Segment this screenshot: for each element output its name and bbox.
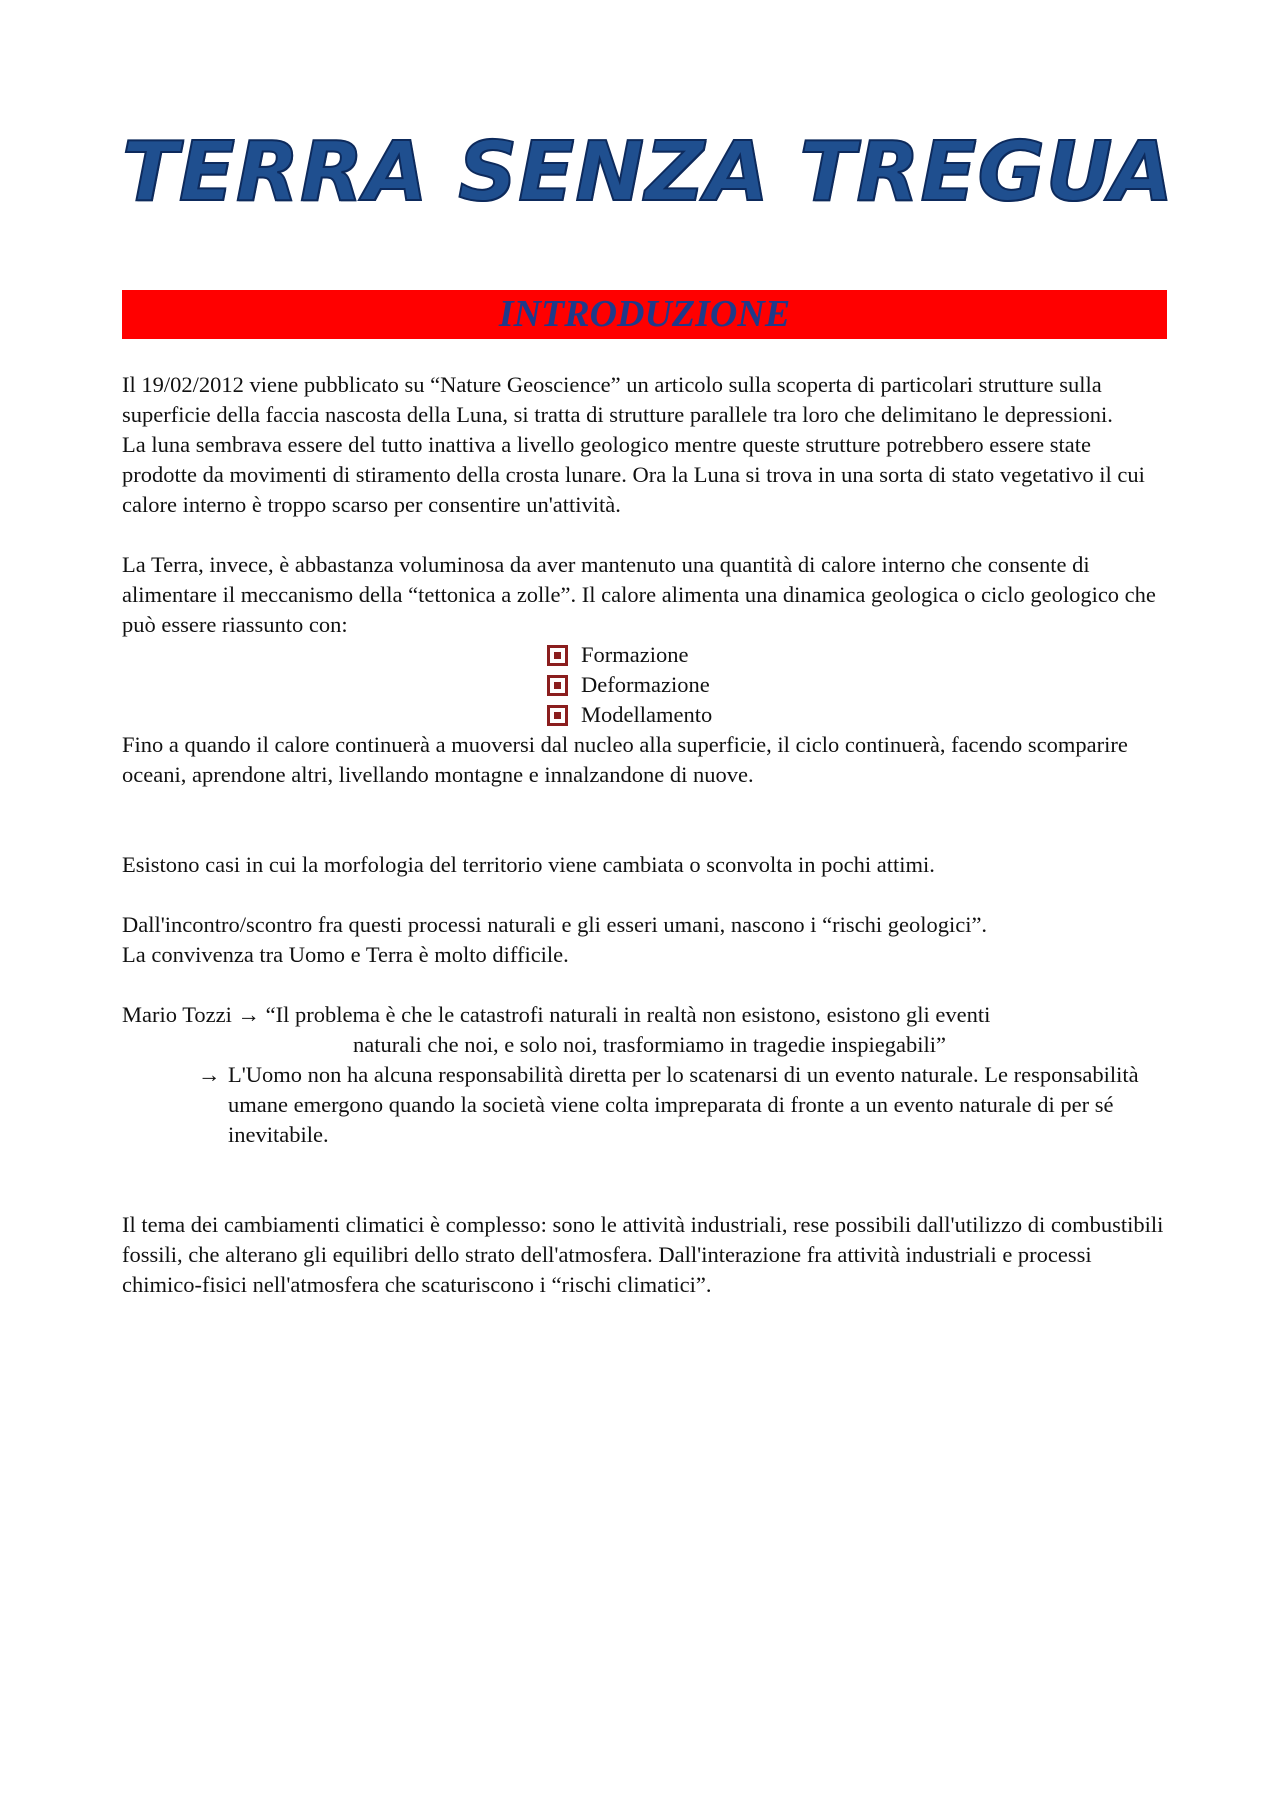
document-body [122,370,1167,1300]
paragraph-moon-discovery: Il 19/02/2012 viene pubblicato su “Nature Geoscience” un articolo sulla scoperta di particolari strutture sulla superficie della faccia nascosta della Luna, si tratta di strutture parallele tra loro che delimitano le depressioni. [122,372,1113,427]
list-item-label: Modellamento [581,702,713,727]
list-item [547,670,1167,700]
square-bullet-icon [547,705,568,726]
paragraph-moon-inactive: La luna sembrava essere del tutto inattiva a livello geologico mentre queste strutture potrebbero essere state prodotte da movimenti di stiramento della crosta lunare. Ora la Luna si trova in una sorta di stato vegetativo il cui calore interno è troppo scarso per consentire un'attività. [122,432,1145,517]
quote-line-continued: naturali che noi, e solo noi, trasformiamo in tragedie inspiegabili” [353,1032,946,1057]
square-bullet-icon [547,645,568,666]
section-heading: INTRODUZIONE [498,293,791,335]
list-item [547,640,1167,670]
paragraph-coexistence: La convivenza tra Uomo e Terra è molto difficile. [122,942,569,967]
spacer [122,880,1167,910]
geologic-cycle-list [122,640,1167,730]
spacer [122,520,1167,550]
spacer [122,970,1167,1000]
document-title: TERRA SENZA TREGUA [122,125,1175,220]
arrow-right-icon: → [198,1062,221,1087]
list-item-label: Deformazione [581,672,710,697]
quote-note-text: L'Uomo non ha alcuna responsabilità diretta per lo scatenarsi di un evento naturale. Le responsabilità umane emergono quando la società viene colta impreparata di fronte a un evento naturale di per sé inevitabile. [228,1062,1139,1147]
list-item [547,700,1167,730]
quote-note [122,1060,1167,1150]
list-item-label: Formazione [581,642,689,667]
quote-line: Mario Tozzi → “Il problema è che le catastrofi naturali in realtà non esistono, esistono gli eventi [122,1002,991,1027]
paragraph-cycle-continues: Fino a quando il calore continuerà a muoversi dal nucleo alla superficie, il ciclo continuerà, facendo scomparire oceani, aprendone altri, livellando montagne e innalzandone di nuove. [122,732,1128,787]
paragraph-geologic-risks: Dall'incontro/scontro fra questi processi naturali e gli esseri umani, nascono i “rischi geologici”. [122,912,988,937]
spacer [122,1150,1167,1210]
spacer [122,790,1167,850]
section-banner [122,290,1167,339]
quote-block [122,1000,1167,1150]
square-bullet-icon [547,675,568,696]
paragraph-sudden-change: Esistono casi in cui la morfologia del territorio viene cambiata o sconvolta in pochi attimi. [122,852,935,877]
paragraph-climate-risks: Il tema dei cambiamenti climatici è complesso: sono le attività industriali, rese possibili dall'utilizzo di combustibili fossili, che alterano gli equilibri dello strato dell'atmosfera. Dall'interazione fra attività industriali e processi chimico-fisici nell'atmosfera che scaturiscono i “rischi climatici”. [122,1212,1164,1297]
paragraph-earth-heat: La Terra, invece, è abbastanza voluminosa da aver mantenuto una quantità di calore interno che consente di alimentare il meccanismo della “tettonica a zolle”. Il calore alimenta una dinamica geologica o ciclo geologico che può essere riassunto con: [122,552,1156,637]
